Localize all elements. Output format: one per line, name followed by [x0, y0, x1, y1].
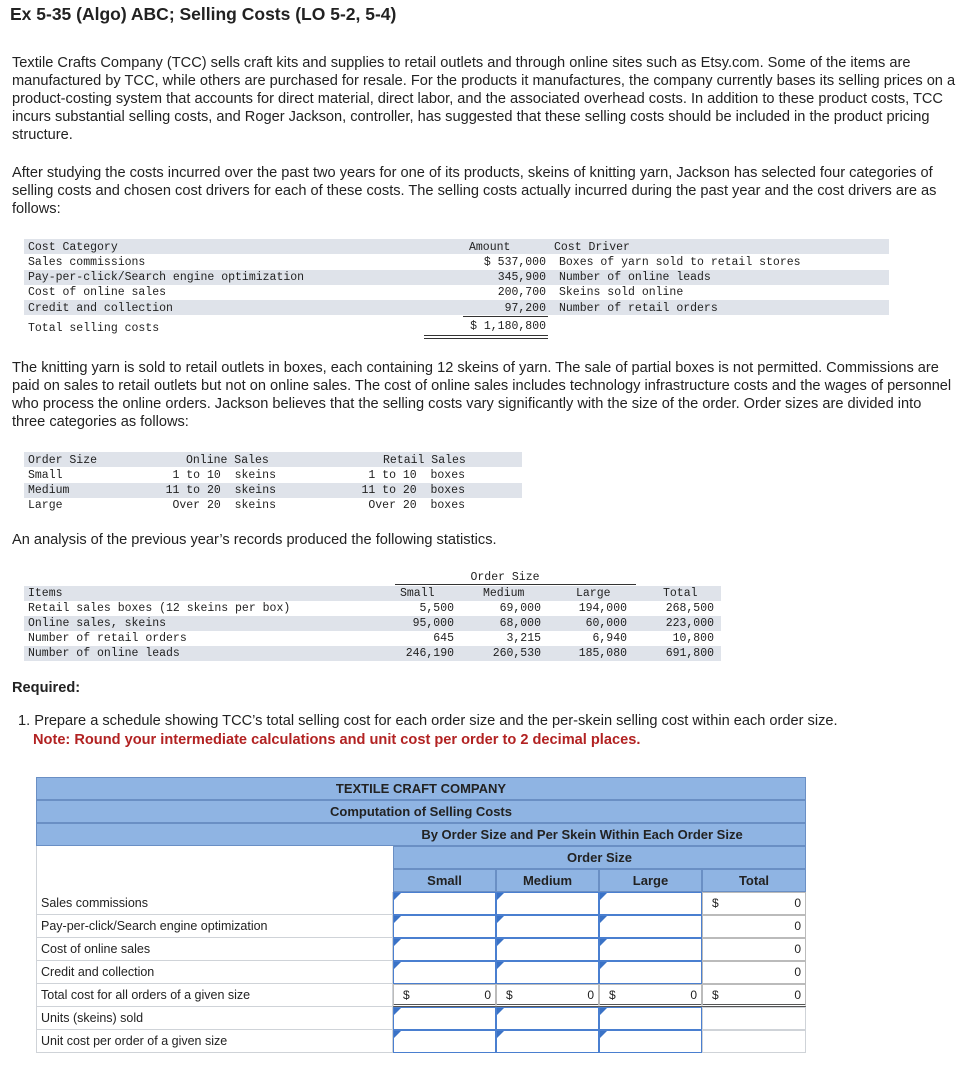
stats-row-medium: 68,000 — [499, 617, 541, 630]
stats-order-size-header: Order Size — [470, 571, 540, 584]
cost-row-category: Credit and collection — [28, 302, 173, 315]
stats-row-large: 6,940 — [592, 632, 627, 645]
input-units-medium[interactable] — [496, 1007, 599, 1030]
col-medium-header: Medium — [522, 873, 573, 888]
stats-large-header: Large — [576, 587, 611, 600]
order-size-row-online: 1 to 10 skeins — [172, 469, 276, 482]
total-value: 0 — [794, 988, 801, 1002]
currency-symbol: $ — [712, 988, 719, 1002]
cost-row-category: Cost of online sales — [28, 286, 167, 299]
order-size-row-label: Small — [28, 469, 63, 482]
cost-row-driver: Number of online leads — [559, 271, 711, 284]
input-ppc-small[interactable] — [393, 915, 496, 938]
order-size-row-retail: Over 20 boxes — [368, 499, 465, 512]
input-sales-commissions-large[interactable] — [599, 892, 702, 915]
input-credit-large[interactable] — [599, 961, 702, 984]
cost-row-amount: 345,900 — [497, 271, 546, 284]
total-cost-total — [702, 984, 806, 1007]
statistics-intro: An analysis of the previous year’s records produced the following statistics. — [12, 532, 497, 548]
order-size-row-label: Medium — [28, 484, 70, 497]
stats-row-medium: 260,530 — [492, 647, 541, 660]
row-pay-per-click: Pay-per-click/Search engine optimization — [36, 915, 393, 938]
input-unit-cost-small[interactable] — [393, 1030, 496, 1053]
stats-medium-header: Medium — [483, 587, 525, 600]
currency-symbol: $ — [609, 988, 616, 1002]
col-small-header: Small — [427, 873, 462, 888]
cost-row-driver: Boxes of yarn sold to retail stores — [559, 256, 801, 269]
input-units-small[interactable] — [393, 1007, 496, 1030]
row-total-cost: Total cost for all orders of a given size — [36, 984, 393, 1007]
stats-items-header: Items — [28, 587, 63, 600]
total-value: 0 — [794, 942, 801, 956]
input-sales-commissions-small[interactable] — [393, 892, 496, 915]
intro-paragraph: Textile Crafts Company (TCC) sells craft kits and supplies to retail outlets and through online sites such as Etsy.com. Some of the items are manufactured by TCC, while others are purchased for resale. For the products it manufactures, the company currently bases its selling prices on a product-costing system that accounts for direct material, direct labor, and the associated overhead costs. In addition to these product costs, TCC incurs substantial selling costs, and Roger Jackson, controller, has suggested that these selling costs should be included in the product pricing structure. — [12, 55, 956, 143]
retail-sales-header: Retail Sales — [383, 454, 466, 467]
cost-driver-header: Cost Driver — [554, 241, 630, 254]
cost-row-amount: $ 537,000 — [483, 256, 546, 269]
stats-row-item: Number of online leads — [28, 647, 180, 660]
input-unit-cost-large[interactable] — [599, 1030, 702, 1053]
cost-row-driver: Number of retail orders — [559, 302, 718, 315]
currency-symbol: $ — [712, 896, 719, 910]
cost-row-amount: 200,700 — [497, 286, 546, 299]
total-value: 0 — [794, 919, 801, 933]
total-cost-small — [393, 984, 496, 1007]
schedule-company-title: TEXTILE CRAFT COMPANY — [335, 781, 507, 796]
row-unit-cost: Unit cost per order of a given size — [36, 1030, 393, 1053]
selling-cost-schedule — [36, 777, 806, 1055]
cost-row-category: Sales commissions — [28, 256, 146, 269]
total-cost-medium — [496, 984, 599, 1007]
rounding-note: Note: Round your intermediate calculations and unit cost per order to 2 decimal places. — [33, 732, 641, 748]
stats-row-total: 691,800 — [665, 647, 714, 660]
row-units-sold: Units (skeins) sold — [36, 1007, 393, 1030]
stats-row-small: 95,000 — [412, 617, 454, 630]
order-size-row-online: 11 to 20 skeins — [165, 484, 276, 497]
cost-row-category: Pay-per-click/Search engine optimization — [28, 271, 305, 284]
question-text: 1. Prepare a schedule showing TCC’s total selling cost for each order size and the per-skein selling cost within each order size. — [18, 713, 838, 729]
total-value: 0 — [794, 965, 801, 979]
row-sales-commissions: Sales commissions — [36, 892, 393, 915]
col-total-header: Total — [738, 873, 770, 888]
stats-row-item: Online sales, skeins — [28, 617, 167, 630]
schedule-subtitle: By Order Size and Per Skein Within Each Order Size — [421, 827, 743, 842]
units-total-empty — [702, 1007, 806, 1030]
stats-total-header: Total — [663, 587, 698, 600]
online-sales-header: Online Sales — [186, 454, 269, 467]
stats-row-total: 223,000 — [665, 617, 714, 630]
input-online-sales-medium[interactable] — [496, 938, 599, 961]
stats-row-small: 5,500 — [419, 602, 454, 615]
total-value: 0 — [587, 988, 594, 1002]
input-credit-medium[interactable] — [496, 961, 599, 984]
total-value: 0 — [690, 988, 697, 1002]
order-size-row-retail: 1 to 10 boxes — [368, 469, 465, 482]
input-sales-commissions-medium[interactable] — [496, 892, 599, 915]
input-ppc-medium[interactable] — [496, 915, 599, 938]
input-ppc-large[interactable] — [599, 915, 702, 938]
total-sales-commissions — [702, 892, 806, 915]
input-online-sales-small[interactable] — [393, 938, 496, 961]
row-credit-collection: Credit and collection — [36, 961, 393, 984]
order-size-row-label: Large — [28, 499, 63, 512]
stats-row-small: 246,190 — [405, 647, 454, 660]
stats-row-medium: 3,215 — [506, 632, 541, 645]
total-selling-costs-amount: $ 1,180,800 — [470, 320, 546, 333]
stats-row-total: 268,500 — [665, 602, 714, 615]
order-size-row-online: Over 20 skeins — [172, 499, 276, 512]
exercise-title: Ex 5-35 (Algo) ABC; Selling Costs (LO 5-2, 5-4) — [10, 4, 397, 24]
cost-row-driver: Skeins sold online — [559, 286, 684, 299]
input-unit-cost-medium[interactable] — [496, 1030, 599, 1053]
currency-symbol: $ — [403, 988, 410, 1002]
total-selling-costs-label: Total selling costs — [28, 322, 160, 335]
row-cost-online-sales: Cost of online sales — [36, 938, 393, 961]
stats-row-large: 194,000 — [578, 602, 627, 615]
col-large-header: Large — [632, 873, 669, 888]
stats-row-small: 645 — [433, 632, 454, 645]
order-size-group-header: Order Size — [566, 850, 633, 865]
stats-row-item: Number of retail orders — [28, 632, 187, 645]
stats-row-total: 10,800 — [672, 632, 714, 645]
order-size-row-retail: 11 to 20 boxes — [361, 484, 465, 497]
required-label: Required: — [12, 680, 81, 696]
subtotal-rule — [463, 316, 548, 317]
input-units-large[interactable] — [599, 1007, 702, 1030]
input-online-sales-large[interactable] — [599, 938, 702, 961]
total-online-sales — [702, 938, 806, 961]
stats-small-header: Small — [400, 587, 435, 600]
total-value: 0 — [794, 896, 801, 910]
total-credit — [702, 961, 806, 984]
stats-row-medium: 69,000 — [499, 602, 541, 615]
stats-row-item: Retail sales boxes (12 skeins per box) — [28, 602, 291, 615]
total-value: 0 — [484, 988, 491, 1002]
amount-header: Amount — [469, 241, 511, 254]
total-ppc — [702, 915, 806, 938]
unit-cost-total-empty — [702, 1030, 806, 1053]
total-cost-large — [599, 984, 702, 1007]
total-double-rule — [424, 335, 548, 339]
order-size-paragraph: The knitting yarn is sold to retail outlets in boxes, each containing 12 skeins of yarn. The sale of partial boxes is not permitted. Commissions are paid on sales to retail outlets but not on online sales. The cost of online sales includes technology infrastructure costs and the wages of personnel who process the online orders. Jackson believes that the selling costs vary significantly with the size of the order. Order sizes are divided into three categories as follows: — [12, 360, 952, 430]
order-size-header: Order Size — [28, 454, 98, 467]
drivers-paragraph: After studying the costs incurred over the past two years for one of its products, skeins of knitting yarn, Jackson has selected four categories of selling costs and chosen cost drivers for each of these costs. The selling costs actually incurred during the past year and the cost drivers are as follows: — [12, 165, 937, 217]
cost-row-amount: 97,200 — [504, 302, 546, 315]
currency-symbol: $ — [506, 988, 513, 1002]
cost-category-header: Cost Category — [28, 241, 118, 254]
stats-row-large: 185,080 — [578, 647, 627, 660]
stats-row-large: 60,000 — [585, 617, 627, 630]
input-credit-small[interactable] — [393, 961, 496, 984]
stats-group-rule — [395, 584, 636, 585]
schedule-title: Computation of Selling Costs — [330, 804, 512, 819]
